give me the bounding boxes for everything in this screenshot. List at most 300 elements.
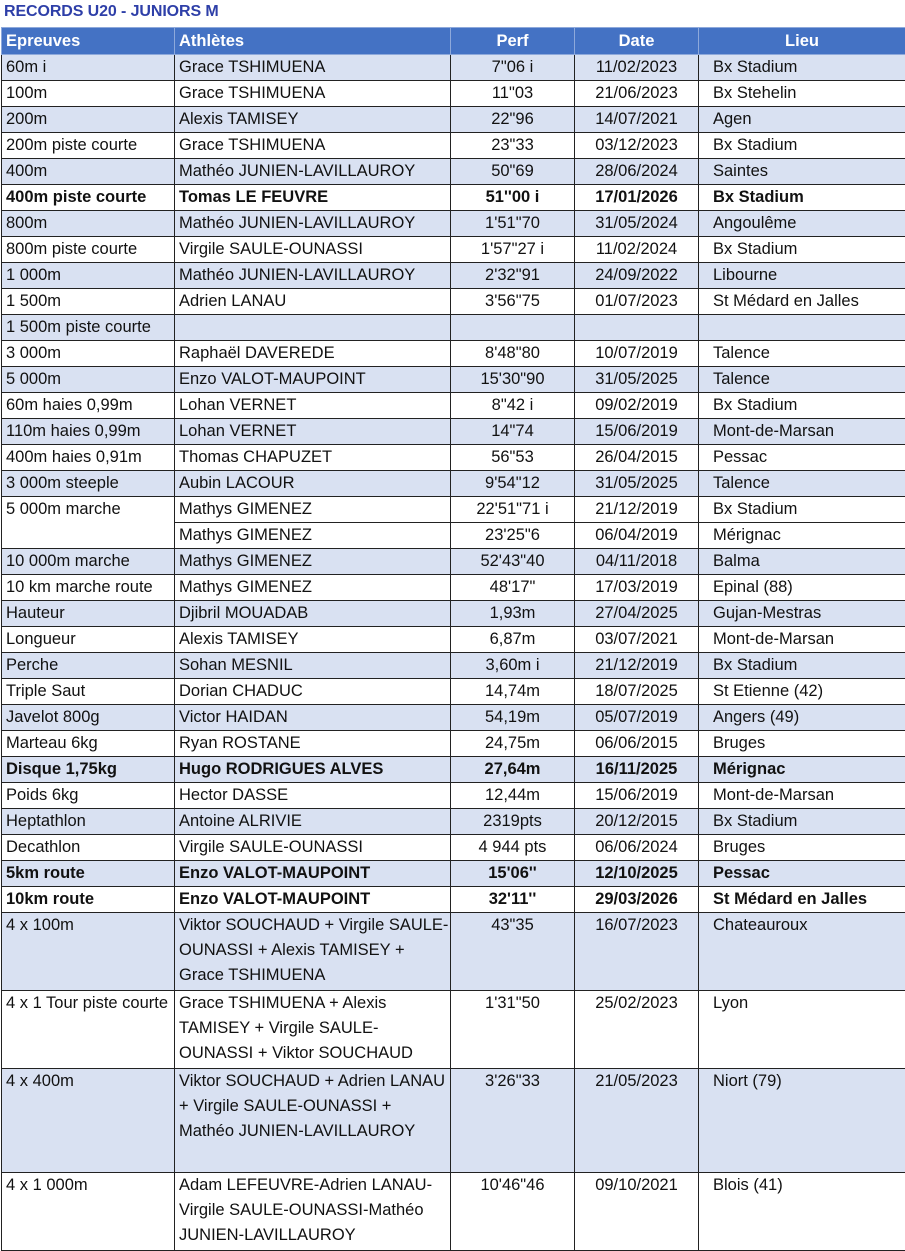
cell-perf-cell	[451, 575, 575, 601]
cell-lieu: Mérignac	[713, 757, 905, 782]
cell-perf: 15'30"90	[451, 367, 574, 392]
cell-date-cell	[575, 393, 699, 419]
cell-perf: 4 944 pts	[451, 835, 574, 860]
cell-lieu-cell	[699, 731, 905, 757]
cell-epreuve-cell	[2, 211, 175, 237]
cell-perf-cell	[451, 315, 575, 341]
header-athletes: Athlètes	[175, 28, 451, 55]
cell-epreuve-cell	[2, 107, 175, 133]
cell-perf: 3'26"33	[451, 1069, 574, 1094]
cell-athlete: Grace TSHIMUENA	[179, 55, 450, 80]
cell-date-cell	[575, 107, 699, 133]
cell-date: 25/02/2023	[575, 991, 698, 1016]
cell-athlete: Viktor SOUCHAUD + Adrien LANAU + Virgile SAULE-OUNASSI + Mathéo JUNIEN-LAVILLAUROY	[179, 1069, 450, 1144]
cell-lieu: Blois (41)	[713, 1173, 905, 1198]
cell-epreuve-cell	[2, 55, 175, 81]
cell-date: 21/05/2023	[575, 1069, 698, 1094]
cell-perf-cell	[451, 705, 575, 731]
cell-epreuve: 400m	[6, 159, 174, 184]
cell-lieu-cell	[699, 913, 905, 991]
cell-lieu-cell	[699, 159, 905, 185]
cell-perf-cell	[451, 887, 575, 913]
cell-date: 31/05/2025	[575, 471, 698, 496]
cell-athlete-cell	[175, 679, 451, 705]
cell-lieu-cell	[699, 237, 905, 263]
cell-lieu: Saintes	[713, 159, 905, 184]
cell-date-cell	[575, 913, 699, 991]
cell-athlete-cell	[175, 81, 451, 107]
cell-lieu: Lyon	[713, 991, 905, 1016]
cell-athlete-cell	[175, 757, 451, 783]
cell-epreuve-cell	[2, 549, 175, 575]
table-row	[2, 237, 905, 263]
cell-lieu: Niort (79)	[713, 1069, 905, 1094]
cell-date-cell	[575, 757, 699, 783]
cell-lieu: Bx Stadium	[713, 393, 905, 418]
table-row	[2, 861, 905, 887]
table-row	[2, 185, 905, 211]
table-row	[2, 731, 905, 757]
header-epreuves: Epreuves	[2, 28, 175, 55]
cell-athlete-cell	[175, 549, 451, 575]
cell-date-cell	[575, 419, 699, 445]
cell-athlete-cell	[175, 445, 451, 471]
cell-perf-cell	[451, 731, 575, 757]
cell-lieu: Pessac	[713, 445, 905, 470]
cell-epreuve-cell	[2, 731, 175, 757]
cell-athlete-cell	[175, 627, 451, 653]
cell-perf: 8'48"80	[451, 341, 574, 366]
cell-epreuve: 1 500m piste courte	[6, 315, 174, 340]
cell-epreuve: 1 000m	[6, 263, 174, 288]
cell-lieu: Bx Stadium	[713, 133, 905, 158]
cell-athlete: Hector DASSE	[179, 783, 450, 808]
cell-date-cell	[575, 289, 699, 315]
table-row	[2, 341, 905, 367]
table-row	[2, 289, 905, 315]
table-row	[2, 211, 905, 237]
cell-lieu: Bx Stadium	[713, 497, 905, 522]
cell-lieu-cell	[699, 133, 905, 159]
cell-epreuve: 800m	[6, 211, 174, 236]
cell-date: 11/02/2024	[575, 237, 698, 262]
cell-perf: 11"03	[451, 81, 574, 106]
cell-perf-cell	[451, 107, 575, 133]
cell-date: 12/10/2025	[575, 861, 698, 886]
cell-lieu: Balma	[713, 549, 905, 574]
cell-athlete-cell	[175, 1069, 451, 1173]
cell-date: 15/06/2019	[575, 419, 698, 444]
cell-athlete: Mathéo JUNIEN-LAVILLAUROY	[179, 263, 450, 288]
cell-lieu: Chateauroux	[713, 913, 905, 938]
cell-date: 20/12/2015	[575, 809, 698, 834]
cell-lieu-cell	[699, 887, 905, 913]
cell-date-cell	[575, 497, 699, 523]
cell-epreuve-cell	[2, 263, 175, 289]
cell-perf: 6,87m	[451, 627, 574, 652]
cell-date-cell	[575, 237, 699, 263]
cell-date: 31/05/2025	[575, 367, 698, 392]
cell-lieu-cell	[699, 705, 905, 731]
cell-perf: 2319pts	[451, 809, 574, 834]
table-row	[2, 835, 905, 861]
cell-perf: 48'17"	[451, 575, 574, 600]
cell-lieu: St Médard en Jalles	[713, 887, 905, 912]
cell-date: 17/03/2019	[575, 575, 698, 600]
cell-date-cell	[575, 471, 699, 497]
cell-athlete-cell	[175, 809, 451, 835]
cell-epreuve-cell	[2, 809, 175, 835]
cell-epreuve-cell	[2, 679, 175, 705]
cell-date-cell	[575, 731, 699, 757]
cell-lieu-cell	[699, 367, 905, 393]
cell-perf: 56"53	[451, 445, 574, 470]
cell-epreuve-cell	[2, 757, 175, 783]
cell-perf-cell	[451, 1069, 575, 1173]
cell-perf-cell	[451, 289, 575, 315]
cell-athlete-cell	[175, 601, 451, 627]
cell-athlete-cell	[175, 653, 451, 679]
cell-perf: 52'43"40	[451, 549, 574, 574]
cell-date-cell	[575, 627, 699, 653]
cell-epreuve-cell	[2, 185, 175, 211]
cell-date: 03/12/2023	[575, 133, 698, 158]
cell-lieu-cell	[699, 185, 905, 211]
table-row	[2, 653, 905, 679]
cell-athlete: Mathys GIMENEZ	[179, 549, 450, 574]
cell-lieu: Bruges	[713, 835, 905, 860]
cell-lieu: Mont-de-Marsan	[713, 627, 905, 652]
cell-perf: 15'06''	[451, 861, 574, 886]
cell-date-cell	[575, 263, 699, 289]
cell-epreuve: Javelot 800g	[6, 705, 174, 730]
cell-epreuve-cell	[2, 861, 175, 887]
cell-athlete-cell	[175, 185, 451, 211]
cell-date-cell	[575, 601, 699, 627]
cell-epreuve: 200m	[6, 107, 174, 132]
cell-lieu-cell	[699, 81, 905, 107]
cell-perf-cell	[451, 185, 575, 211]
cell-date-cell	[575, 991, 699, 1069]
cell-epreuve-cell	[2, 315, 175, 341]
cell-lieu-cell	[699, 653, 905, 679]
cell-date-cell	[575, 81, 699, 107]
cell-athlete-cell	[175, 471, 451, 497]
table-row	[2, 107, 905, 133]
cell-date: 09/10/2021	[575, 1173, 698, 1198]
cell-date-cell	[575, 315, 699, 341]
cell-perf: 14,74m	[451, 679, 574, 704]
cell-date: 14/07/2021	[575, 107, 698, 132]
cell-epreuve: 4 x 100m	[6, 913, 174, 938]
table-row	[2, 913, 905, 991]
cell-athlete: Mathéo JUNIEN-LAVILLAUROY	[179, 159, 450, 184]
cell-lieu-cell	[699, 211, 905, 237]
cell-epreuve: 4 x 400m	[6, 1069, 174, 1094]
cell-athlete: Djibril MOUADAB	[179, 601, 450, 626]
cell-date-cell	[575, 159, 699, 185]
cell-perf-cell	[451, 341, 575, 367]
table-row	[2, 783, 905, 809]
cell-perf-cell	[451, 445, 575, 471]
cell-date-cell	[575, 367, 699, 393]
cell-date: 27/04/2025	[575, 601, 698, 626]
cell-perf-cell	[451, 783, 575, 809]
cell-epreuve: 400m haies 0,91m	[6, 445, 174, 470]
cell-epreuve: 3 000m	[6, 341, 174, 366]
cell-athlete-cell	[175, 367, 451, 393]
cell-epreuve: 200m piste courte	[6, 133, 174, 158]
cell-epreuve-cell	[2, 1069, 175, 1173]
cell-athlete: Viktor SOUCHAUD + Virgile SAULE-OUNASSI + Alexis TAMISEY + Grace TSHIMUENA	[179, 913, 450, 988]
cell-epreuve: 3 000m steeple	[6, 471, 174, 496]
cell-athlete: Dorian CHADUC	[179, 679, 450, 704]
cell-epreuve-cell	[2, 913, 175, 991]
cell-epreuve: Perche	[6, 653, 174, 678]
cell-athlete-cell	[175, 237, 451, 263]
cell-lieu-cell	[699, 289, 905, 315]
cell-perf-cell	[451, 263, 575, 289]
cell-epreuve: Marteau 6kg	[6, 731, 174, 756]
cell-date-cell	[575, 341, 699, 367]
cell-lieu: Mont-de-Marsan	[713, 783, 905, 808]
cell-perf: 12,44m	[451, 783, 574, 808]
cell-date: 15/06/2019	[575, 783, 698, 808]
cell-lieu-cell	[699, 861, 905, 887]
cell-lieu-cell	[699, 523, 905, 549]
cell-athlete: Sohan MESNIL	[179, 653, 450, 678]
cell-lieu: Mérignac	[713, 523, 905, 548]
cell-lieu: Bx Stadium	[713, 55, 905, 80]
cell-athlete: Grace TSHIMUENA	[179, 133, 450, 158]
cell-athlete: Enzo VALOT-MAUPOINT	[179, 887, 450, 912]
cell-epreuve-cell	[2, 445, 175, 471]
cell-perf: 10'46"46	[451, 1173, 574, 1198]
cell-date: 18/07/2025	[575, 679, 698, 704]
cell-epreuve: Longueur	[6, 627, 174, 652]
table-row	[2, 393, 905, 419]
cell-lieu-cell	[699, 315, 905, 341]
cell-lieu-cell	[699, 341, 905, 367]
cell-date-cell	[575, 835, 699, 861]
cell-epreuve: 400m piste courte	[6, 185, 174, 210]
cell-perf: 50"69	[451, 159, 574, 184]
cell-lieu-cell	[699, 419, 905, 445]
cell-perf: 32'11''	[451, 887, 574, 912]
table-row	[2, 55, 905, 81]
cell-perf-cell	[451, 133, 575, 159]
cell-perf-cell	[451, 159, 575, 185]
cell-date: 16/11/2025	[575, 757, 698, 782]
cell-epreuve: 4 x 1 000m	[6, 1173, 174, 1198]
cell-perf-cell	[451, 809, 575, 835]
cell-lieu-cell	[699, 783, 905, 809]
cell-perf: 7"06 i	[451, 55, 574, 80]
cell-perf-cell	[451, 549, 575, 575]
cell-perf-cell	[451, 679, 575, 705]
cell-perf: 27,64m	[451, 757, 574, 782]
cell-athlete: Hugo RODRIGUES ALVES	[179, 757, 450, 782]
cell-epreuve: 5 000m	[6, 367, 174, 392]
cell-perf: 1'31"50	[451, 991, 574, 1016]
cell-athlete-cell	[175, 1173, 451, 1251]
cell-date: 26/04/2015	[575, 445, 698, 470]
cell-epreuve: 10 km marche route	[6, 575, 174, 600]
table-row	[2, 991, 905, 1069]
cell-perf: 23"33	[451, 133, 574, 158]
cell-lieu: St Médard en Jalles	[713, 289, 905, 314]
cell-perf: 22"96	[451, 107, 574, 132]
cell-athlete: Aubin LACOUR	[179, 471, 450, 496]
cell-athlete: Raphaël DAVEREDE	[179, 341, 450, 366]
cell-perf-cell	[451, 237, 575, 263]
cell-epreuve: 5km route	[6, 861, 174, 886]
cell-lieu-cell	[699, 679, 905, 705]
cell-date-cell	[575, 705, 699, 731]
cell-athlete: Mathys GIMENEZ	[179, 497, 450, 522]
cell-date-cell	[575, 1069, 699, 1173]
cell-lieu: Gujan-Mestras	[713, 601, 905, 626]
cell-athlete: Victor HAIDAN	[179, 705, 450, 730]
cell-date: 21/12/2019	[575, 653, 698, 678]
cell-athlete: Lohan VERNET	[179, 419, 450, 444]
header-row	[2, 28, 905, 55]
table-row	[2, 809, 905, 835]
cell-epreuve: 10km route	[6, 887, 174, 912]
cell-lieu: Bx Stadium	[713, 653, 905, 678]
cell-athlete-cell	[175, 341, 451, 367]
cell-athlete: Alexis TAMISEY	[179, 627, 450, 652]
cell-perf-cell	[451, 627, 575, 653]
cell-epreuve-cell	[2, 835, 175, 861]
cell-perf-cell	[451, 367, 575, 393]
cell-epreuve-cell	[2, 471, 175, 497]
cell-date-cell	[575, 55, 699, 81]
cell-athlete-cell	[175, 731, 451, 757]
cell-athlete-cell	[175, 497, 451, 523]
cell-epreuve: 60m i	[6, 55, 174, 80]
cell-athlete-cell	[175, 315, 451, 341]
cell-lieu-cell	[699, 549, 905, 575]
table-row	[2, 679, 905, 705]
header-perf: Perf	[451, 28, 575, 55]
cell-athlete-cell	[175, 159, 451, 185]
cell-lieu-cell	[699, 601, 905, 627]
cell-perf-cell	[451, 653, 575, 679]
cell-date: 24/09/2022	[575, 263, 698, 288]
cell-date: 11/02/2023	[575, 55, 698, 80]
header-date: Date	[575, 28, 699, 55]
cell-athlete-cell	[175, 55, 451, 81]
cell-epreuve-cell	[2, 705, 175, 731]
cell-epreuve-cell	[2, 237, 175, 263]
cell-perf-cell	[451, 861, 575, 887]
cell-epreuve: Hauteur	[6, 601, 174, 626]
cell-lieu: Libourne	[713, 263, 905, 288]
cell-date-cell	[575, 211, 699, 237]
cell-perf: 51''00 i	[451, 185, 574, 210]
cell-athlete: Mathys GIMENEZ	[179, 575, 450, 600]
cell-date-cell	[575, 445, 699, 471]
cell-perf: 14"74	[451, 419, 574, 444]
cell-athlete-cell	[175, 913, 451, 991]
cell-perf-cell	[451, 81, 575, 107]
cell-lieu-cell	[699, 627, 905, 653]
cell-perf-cell	[451, 393, 575, 419]
cell-epreuve: 110m haies 0,99m	[6, 419, 174, 444]
cell-lieu-cell	[699, 393, 905, 419]
cell-lieu-cell	[699, 107, 905, 133]
cell-epreuve-cell	[2, 419, 175, 445]
table-row	[2, 601, 905, 627]
cell-epreuve: 4 x 1 Tour piste courte	[6, 991, 174, 1016]
cell-date: 05/07/2019	[575, 705, 698, 730]
cell-epreuve: Disque 1,75kg	[6, 757, 174, 782]
table-row	[2, 445, 905, 471]
cell-athlete-cell	[175, 705, 451, 731]
table-row	[2, 575, 905, 601]
cell-epreuve-cell	[2, 81, 175, 107]
cell-lieu: Epinal (88)	[713, 575, 905, 600]
cell-epreuve-cell	[2, 393, 175, 419]
cell-lieu-cell	[699, 263, 905, 289]
cell-epreuve-cell	[2, 133, 175, 159]
cell-epreuve-cell	[2, 783, 175, 809]
cell-epreuve: 60m haies 0,99m	[6, 393, 174, 418]
cell-date-cell	[575, 133, 699, 159]
cell-epreuve: Decathlon	[6, 835, 174, 860]
cell-perf-cell	[451, 523, 575, 549]
cell-perf-cell	[451, 211, 575, 237]
cell-epreuve: 10 000m marche	[6, 549, 174, 574]
cell-perf: 1'57"27 i	[451, 237, 574, 262]
cell-lieu: Bx Stadium	[713, 237, 905, 262]
cell-epreuve-cell	[2, 341, 175, 367]
cell-perf: 22'51"71 i	[451, 497, 574, 522]
cell-lieu: Talence	[713, 341, 905, 366]
table-row	[2, 757, 905, 783]
records-table	[1, 27, 905, 1251]
cell-perf-cell	[451, 601, 575, 627]
table-row	[2, 315, 905, 341]
table-row	[2, 627, 905, 653]
table-row	[2, 133, 905, 159]
cell-date: 28/06/2024	[575, 159, 698, 184]
cell-athlete: Adrien LANAU	[179, 289, 450, 314]
cell-date-cell	[575, 809, 699, 835]
cell-athlete: Grace TSHIMUENA	[179, 81, 450, 106]
cell-athlete: Mathéo JUNIEN-LAVILLAUROY	[179, 211, 450, 236]
table-row	[2, 159, 905, 185]
cell-lieu: Angoulême	[713, 211, 905, 236]
cell-date-cell	[575, 185, 699, 211]
cell-perf: 23'25"6	[451, 523, 574, 548]
cell-date-cell	[575, 679, 699, 705]
cell-date: 04/11/2018	[575, 549, 698, 574]
cell-epreuve-cell	[2, 1173, 175, 1251]
page-title: RECORDS U20 - JUNIORS M	[4, 3, 219, 21]
cell-athlete-cell	[175, 419, 451, 445]
cell-date-cell	[575, 549, 699, 575]
table-row	[2, 1173, 905, 1251]
cell-date-cell	[575, 523, 699, 549]
cell-athlete: Virgile SAULE-OUNASSI	[179, 237, 450, 262]
cell-date: 16/07/2023	[575, 913, 698, 938]
cell-date: 09/02/2019	[575, 393, 698, 418]
cell-athlete-cell	[175, 835, 451, 861]
cell-athlete-cell	[175, 107, 451, 133]
cell-athlete: Alexis TAMISEY	[179, 107, 450, 132]
